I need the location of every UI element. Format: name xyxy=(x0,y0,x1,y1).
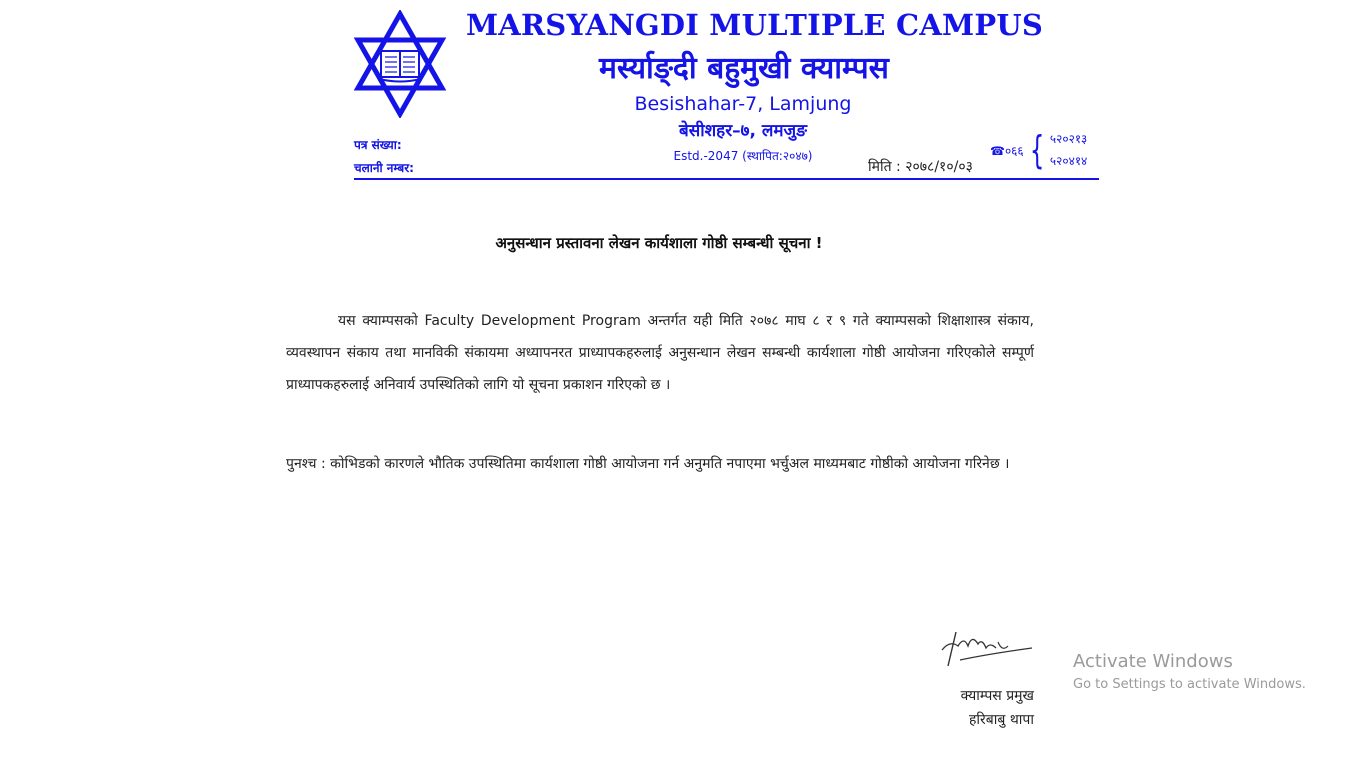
activate-windows-title: Activate Windows xyxy=(1073,651,1233,672)
notice-subject: अनुसन्धान प्रस्तावना लेखन कार्यशाला गोष्ठी सम्बन्धी सूचना ! xyxy=(495,234,823,252)
activate-windows-subtitle[interactable]: Go to Settings to activate Windows. xyxy=(1073,677,1306,692)
header-divider xyxy=(354,178,1099,180)
patra-sankhya-label: पत्र संख्या: xyxy=(354,138,402,152)
campus-logo-star-book-icon xyxy=(352,10,448,118)
campus-address-nepali: बेसीशहर–७, लमजुङ xyxy=(679,121,807,141)
phone-block xyxy=(990,128,1087,172)
phone-prefix: ☎०६६ xyxy=(990,143,1024,158)
notice-paragraph: यस क्याम्पसको Faculty Development Program अन्तर्गत यही मिति २०७८ माघ ८ र ९ गते क्याम्पसको शिक्षाशास्त्र संकाय, व्यवस्थापन संकाय तथा मानविकी संकायमा अध्यापनरत प्राध्यापकहरुलाई अनुसन्धान लेखन सम्बन्धी कार्यशाला गोष्ठी आयोजना गरिएकोले सम्पूर्ण प्राध्यापकहरुलाई अनिवार्य उपस्थितिको लागि यो सूचना प्रकाशन गरिएको छ । xyxy=(286,313,1034,393)
campus-name-nepali: मर्स्याङ्दी बहुमुखी क्याम्पस xyxy=(599,51,889,86)
campus-name-english: MARSYANGDI MULTIPLE CAMPUS xyxy=(466,8,1043,42)
campus-address-english: Besishahar-7, Lamjung xyxy=(634,93,852,115)
chalani-number-label: चलानी नम्बर: xyxy=(354,161,414,175)
signatory-name: हरिबाबु थापा xyxy=(969,712,1034,728)
handwritten-signature xyxy=(938,628,1038,672)
notice-date: मिति : २०७८/१०/०३ xyxy=(868,159,973,175)
signatory-title: क्याम्पस प्रमुख xyxy=(960,688,1034,704)
brace-icon: { xyxy=(1029,128,1045,172)
established-year: Estd.-2047 (स्थापित:२०४७) xyxy=(673,149,813,163)
phone-number: ५२०२१३ xyxy=(1049,132,1088,146)
phone-number-list xyxy=(1050,128,1087,172)
notice-postscript: पुनश्च : कोभिडको कारणले भौतिक उपस्थितिमा कार्यशाला गोष्ठी आयोजना गर्न अनुमति नपाएमा भर्चुअल माध्यमबाट गोष्ठीको आयोजना गरिनेछ । xyxy=(286,456,1010,472)
phone-number: ५२०४१४ xyxy=(1049,154,1088,168)
